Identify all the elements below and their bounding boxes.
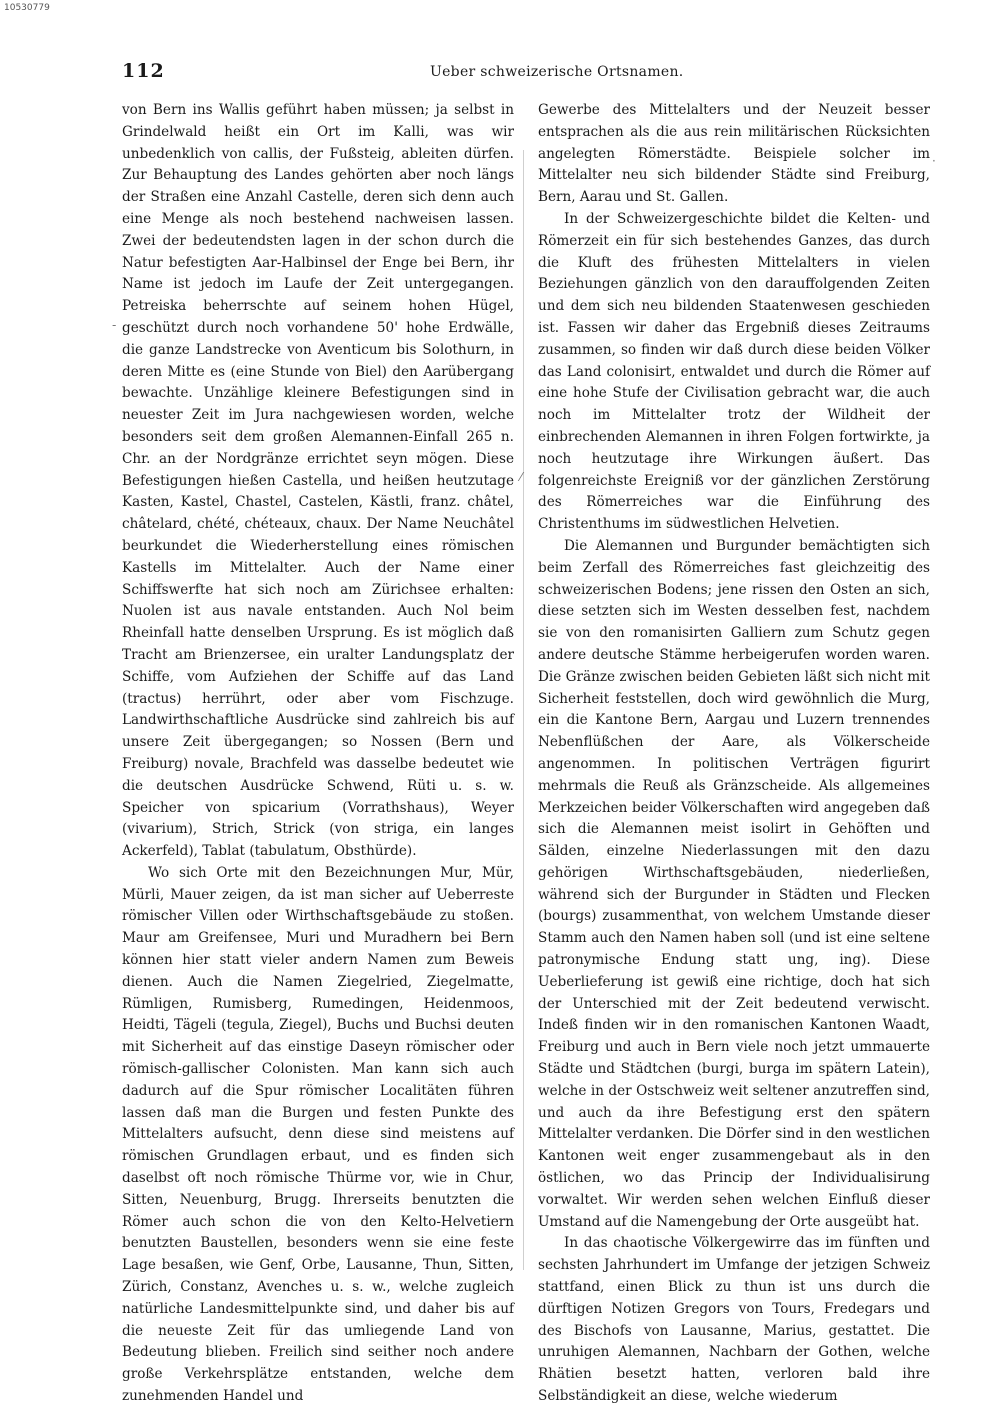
paragraph: Die Alemannen und Burgunder bemächtigten sich beim Zerfall des Römerreiches fast gleichzeitig des schweizerischen Bodens; jene rissen den Osten an sich, diese setzten sich im Westen desselben fest, nachdem sie von den romanisirten Galliern zum Schutz gegen andere deutsche Stämme herbeigerufen worden waren. Die Gränze zwischen beiden Gebieten läßt sich nicht mit Sicherheit feststellen, doch wird gewöhnlich die Murg, ein die Kantone Bern, Aargau und Luzern trennendes Nebenflüßchen der Aare, als Völkerscheide angenommen. In politischen Verträgen figurirt mehrmals die Reuß als Gränzscheide. Als allgemeines Merkzeichen beider Völkerschaften wird angegeben daß sich die Alemannen meist isolirt in Gehöften und Sälden, einzelne Niederlassungen mit den dazu gehörigen Wirthschaftsgebäuden, niederließen, während sich der Burgunder in Städten und Flecken (bourgs) zusammenthat, von welchem Umstande dieser Stamm auch den Namen haben soll (und ist eine seltene patronymische Endung statt ung, ing). Diese Ueberlieferung ist gewiß eine richtige, doch hat sich der Unterschied mit der Zeit bedeutend verwischt. Indeß finden wir in den romanischen Kantonen Waadt, Freiburg und auch in Bern viele noch jetzt ummauerte Städte und Städtchen (burgi, burga im spätern Latein), welche in der Ostschweiz weit seltener anzutreffen sind, und auch da ihre Befestigung erst den spätern Mittelalter verdanken. Die Dörfer sind in den westlichen Kantonen weit enger zusammengebaut als in den östlichen, wo das Princip der Individualisirung vorwaltet. Wir werden sehen welchen Einfluß dieser Umstand auf die Namengebung der Orte ausgeübt hat. (538, 537, 930, 1230)
paragraph: Gewerbe des Mittelalters und der Neuzeit besser entsprachen als die aus rein militärischen Rücksichten angelegten Römerstädte. Beispiele solcher im Mittelalter neu sich bildender Städte sind Freiburg, Bern, Aarau und St. Gallen. (538, 102, 930, 206)
paragraph: In der Schweizergeschichte bildet die Kelten- und Römerzeit ein für sich bestehendes Ganzes, das durch die Kluft des frühesten Mittelalters in vielen Beziehungen gänzlich von den darauffolgenden Zeiten und dem sich neu bildenden Staatenwesen geschieden ist. Fassen wir daher das Ergebniß dieses Zeitraums zusammen, so finden wir daß durch diese beiden Völker das Land colonisirt, entwaldet und durch die Römer auf eine hohe Stufe der Civilisation gebracht war, die auch noch im Mittelalter trotz der Wildheit der einbrechenden Alemannen in ihren Folgen fortwirkte, ja noch heutzutage ihre Wirkungen äußert. Das folgenreichste Ereigniß vor der gänzlichen Zerstörung des Römerreiches war die Einführung des Christenthums im südwestlichen Helvetien. (538, 210, 930, 533)
right-column (538, 100, 930, 1408)
margin-mark: ⁄ (520, 470, 523, 484)
margin-mark: - (112, 318, 117, 332)
left-column (122, 100, 514, 1408)
scan-id: 10530779 (4, 3, 50, 13)
page-number: 112 (122, 60, 165, 82)
paragraph: von Bern ins Wallis geführt haben müssen; ja selbst in Grindelwald heißt ein Ort im Kalli, was wir unbedenklich von callis, der Fußsteig, ableiten dürfen. Zur Behauptung des Landes gehörten aber noch längs der Straßen eine Anzahl Castelle, deren sich denn auch eine Menge als noch bestehend nachweisen lassen. Zwei der bedeutendsten lagen in der schon durch die Natur befestigten Aar-Halbinsel der Enge bei Bern, ihr Name ist jedoch im Laufe der Zeit untergegangen. Petreiska beherrschte auf seinem hohen Hügel, geschützt durch noch vorhandene 50' hohe Erdwälle, die ganze Landstrecke von Aventicum bis Solothurn, in deren Mitte es (eine Stunde von Biel) den Aarübergang bewachte. Unzählige kleinere Befestigungen sind in neuester Zeit im Jura nachgewiesen worden, welche besonders seit dem großen Alemannen-Einfall 265 n. Chr. an der Nordgränze errichtet seyn mögen. Diese Befestigungen hießen Castella, und heißen heutzutage Kasten, Kastel, Chastel, Castelen, Kästli, franz. châtel, châtelard, chété, chéteaux, chaux. Der Name Neuchâtel beurkundet die Wiederherstellung eines römischen Kastells im Mittelalter. Auch der Name einer Schiffswerfte hat sich noch am Zürichsee erhalten: Nuolen ist aus navale entstanden. Auch Nol beim Rheinfall hatte denselben Ursprung. Es ist möglich daß Tracht am Brienzersee, ein uralter Landungsplatz der Schiffe, vom Aufziehen der Schiffe auf das Land (tractus) herrührt, oder aber vom Fischzuge. Landwirthschaftliche Ausdrücke sind zahlreich bis auf unsere Zeit übergegangen; so Nossen (Bern und Freiburg) novale, Brachfeld was dasselbe bedeutet wie die deutschen Ausdrücke Schwend, Rüti u. s. w. Speicher von spicarium (Vorrathshaus), Weyer (vivarium), Strich, Strick (von striga, ein langes Ackerfeld), Tablat (tabulatum, Obsthürde). (122, 102, 514, 860)
paragraph: In das chaotische Völkergewirre das im fünften und sechsten Jahrhundert im Umfange der jetzigen Schweiz stattfand, einen Blick zu thun ist uns durch die dürftigen Notizen Gregors von Tours, Fredegars und des Bischofs von Lausanne, Marius, gestattet. Die unruhigen Alemannen, Nachbarn der Gothen, welche Rhätien besetzt hatten, verloren bald ihre Selbständigkeit an diese, welche wiederum (538, 1235, 930, 1405)
margin-mark: · (932, 154, 936, 168)
paragraph: Wo sich Orte mit den Bezeichnungen Mur, Mür, Mürli, Mauer zeigen, da ist man sicher auf Ueberreste römischer Villen oder Wirthschaftsgebäude zu stoßen. Maur am Greifensee, Muri und Muradhern bei Bern können hier statt vieler andern Namen zum Beweis dienen. Auch die Namen Ziegelried, Ziegelmatte, Rümligen, Rumisberg, Rumedingen, Heidenmoos, Heidti, Tägeli (tegula, Ziegel), Buchs und Buchsi deuten mit Sicherheit auf das einstige Daseyn römischer oder römisch-gallischer Colonisten. Man kann sich auch dadurch auf die Spur römischer Localitäten führen lassen daß man die Burgen und festen Punkte des Mittelalters aufsucht, denn diese sind meistens auf römischen Grundlagen erbaut, und es finden sich daselbst oft noch römische Thürme vor, wie in Chur, Sitten, Neuenburg, Brugg. Ihrerseits benutzten die Römer auch schon die von den Kelto-Helvetiern benutzten Baustellen, besonders wenn sie eine feste Lage besaßen, wie Genf, Orbe, Lausanne, Thun, Sitten, Zürich, Constanz, Avenches u. s. w., welche zugleich natürliche Landesmittelpunkte sind, und daher bis auf die neueste Zeit für das umliegende Land von Bedeutung blieben. Freilich sind seither noch andere große Verkehrsplätze entstanden, welche dem zunehmenden Handel und (122, 864, 514, 1405)
running-head: Ueber schweizerische Ortsnamen. (430, 64, 684, 80)
column-divider (523, 150, 524, 1270)
